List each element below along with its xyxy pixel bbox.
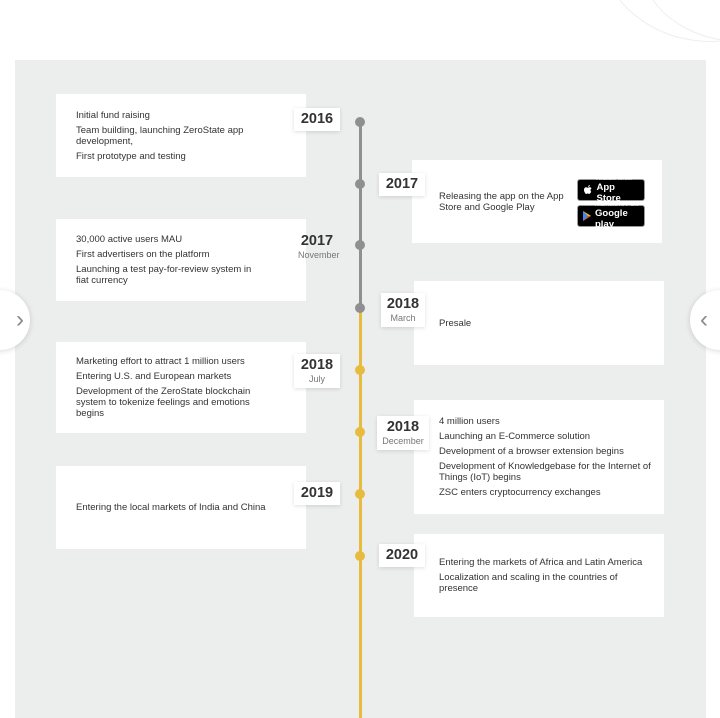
milestone-item: Development of the ZeroState blockchain system to tokenize feelings and emotions begins: [76, 386, 251, 419]
milestone-item: Initial fund raising: [76, 109, 150, 121]
year-badge: [381, 293, 425, 327]
year-badge: [294, 354, 340, 388]
milestone-item: ZSC enters cryptocurrency exchanges: [439, 487, 601, 498]
milestone-item: First advertisers on the platform: [76, 249, 210, 260]
google-play-small-text: ANDROID APP ON: [595, 202, 638, 208]
year-badge: [294, 482, 340, 505]
milestone-card: [56, 94, 306, 177]
timeline-dot: [355, 117, 365, 127]
year-badge: [294, 230, 340, 264]
year-label: 2018: [300, 357, 334, 373]
timeline-dot: [355, 551, 365, 561]
milestone-card: [414, 534, 664, 617]
milestone-item: Launching a test pay-for-review system in fiat currency: [76, 264, 252, 286]
milestone-item: 4 million users: [439, 416, 500, 427]
milestone-item: Releasing the app on the App Store and Google Play: [439, 190, 564, 213]
milestone-item: Entering the local markets of India and China: [76, 502, 266, 513]
app-store-small-text: Available on the: [596, 176, 632, 182]
year-badge: [379, 544, 425, 567]
year-label: 2017: [385, 176, 419, 192]
year-label: 2018: [386, 296, 420, 312]
milestone-card: [56, 466, 306, 549]
milestone-item: Launching an E-Commerce solution: [439, 431, 591, 442]
milestone-card: [56, 219, 306, 301]
year-badge: [377, 416, 429, 450]
milestone-item: Localization and scaling in the countries of presence: [439, 572, 618, 594]
chevron-left-icon: ›: [16, 306, 24, 333]
year-badge: [379, 173, 425, 196]
milestone-item: Presale: [439, 317, 472, 329]
play-icon: [582, 210, 592, 222]
milestone-item: Development of Knowledgebase for the Internet of Things (IoT) begins: [439, 461, 651, 483]
year-label: 2017: [300, 233, 334, 249]
chevron-right-icon: ‹: [700, 306, 708, 333]
google-play-label: Google play: [595, 208, 628, 230]
year-label: 2020: [385, 547, 419, 563]
app-store-label: App Store: [596, 182, 621, 204]
year-badge: [294, 108, 340, 131]
milestone-item: First prototype and testing: [76, 150, 186, 162]
timeline-dot: [355, 240, 365, 250]
year-label: 2018: [386, 419, 420, 435]
milestone-card: [414, 281, 664, 365]
timeline-dot: [355, 179, 365, 189]
google-play-badge[interactable]: [577, 202, 645, 230]
apple-icon: [582, 184, 594, 196]
timeline-dot: [355, 365, 365, 375]
month-label: March: [390, 313, 416, 323]
milestone-card: [56, 342, 306, 433]
month-label: December: [382, 436, 424, 446]
milestone-item: Entering the markets of Africa and Latin America: [439, 557, 643, 568]
month-label: July: [308, 374, 325, 384]
milestone-card: [414, 400, 664, 514]
milestone-item: Development of a browser extension begins: [439, 446, 624, 457]
store-badges: [577, 176, 645, 231]
year-label: 2016: [300, 111, 334, 127]
timeline-dot: [355, 303, 365, 313]
timeline-dot: [355, 427, 365, 437]
timeline-line-past: [359, 121, 362, 311]
year-label: 2019: [300, 485, 334, 501]
timeline-dot: [355, 489, 365, 499]
milestone-item: Marketing effort to attract 1 million users: [76, 356, 245, 367]
month-label: November: [298, 250, 340, 260]
app-store-badge[interactable]: [577, 176, 645, 204]
milestone-item: Team building, launching ZeroState app development,: [76, 124, 244, 147]
milestone-item: Entering U.S. and European markets: [76, 371, 232, 382]
milestone-item: 30,000 active users MAU: [76, 234, 183, 245]
